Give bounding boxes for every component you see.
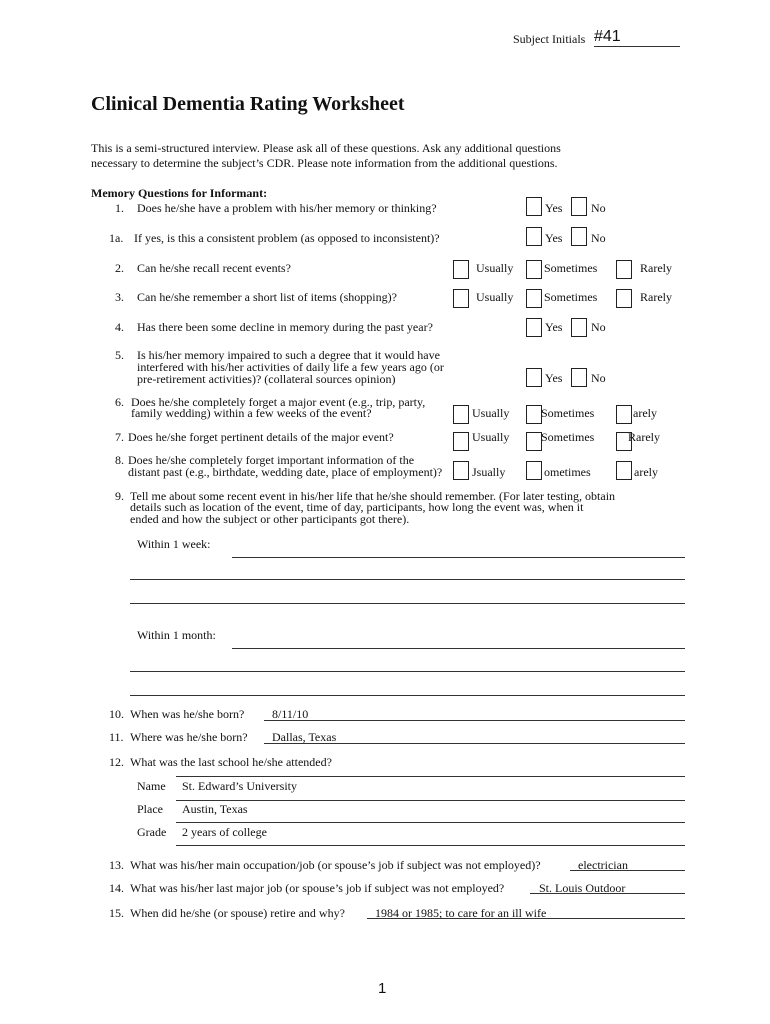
- q2-number: 2.: [115, 261, 124, 275]
- q2-rarely-label: Rarely: [640, 261, 672, 275]
- q8-line-2: distant past (e.g., birthdate, wedding date, place of employment)?: [128, 465, 443, 479]
- q7-sometimes-checkbox[interactable]: [526, 432, 542, 451]
- q3-usually-label: Usually: [476, 290, 514, 304]
- q3-text: Can he/she remember a short list of items (shopping)?: [137, 290, 397, 304]
- school-grade-label: Grade: [137, 825, 167, 839]
- q1a-yes-checkbox[interactable]: [526, 227, 542, 246]
- page-title: Clinical Dementia Rating Worksheet: [91, 93, 405, 115]
- school-place-line: [176, 822, 685, 823]
- q14-number: 14.: [109, 881, 124, 895]
- q4-number: 4.: [115, 320, 124, 334]
- q14-line: [530, 893, 685, 894]
- q13-answer[interactable]: electrician: [578, 858, 628, 872]
- school-place-label: Place: [137, 802, 163, 816]
- q1-no-checkbox[interactable]: [571, 197, 587, 216]
- q1a-text: If yes, is this a consistent problem (as opposed to inconsistent)?: [134, 231, 440, 245]
- q8-number: 8.: [115, 453, 124, 467]
- q10-text: When was he/she born?: [130, 707, 245, 721]
- q11-line: [264, 743, 685, 744]
- q3-sometimes-checkbox[interactable]: [526, 289, 542, 308]
- q6-sometimes-checkbox[interactable]: [526, 405, 542, 424]
- q3-number: 3.: [115, 290, 124, 304]
- q6-rarely-checkbox[interactable]: [616, 405, 632, 424]
- q3-usually-checkbox[interactable]: [453, 289, 469, 308]
- q6-usually-checkbox[interactable]: [453, 405, 469, 424]
- q6-line-1: Does he/she completely forget a major event (e.g., trip, party,: [131, 395, 426, 409]
- q2-rarely-checkbox[interactable]: [616, 260, 632, 279]
- q15-answer[interactable]: 1984 or 1985; to care for an ill wife: [375, 906, 547, 920]
- q5-line-3: pre-retirement activities)? (collateral sources opinion): [137, 372, 396, 386]
- q8-line-1: Does he/she completely forget important information of the: [128, 453, 415, 467]
- q1a-yes-label: Yes: [545, 231, 563, 245]
- q8-usually-checkbox[interactable]: [453, 461, 469, 480]
- q5-number: 5.: [115, 348, 124, 362]
- q6-sometimes-label: Sometimes: [541, 406, 595, 420]
- q6-rarely-label: arely: [633, 406, 657, 420]
- q2-text: Can he/she recall recent events?: [137, 261, 291, 275]
- q15-number: 15.: [109, 906, 124, 920]
- q6-number: 6.: [115, 395, 124, 409]
- q5-line-1: Is his/her memory impaired to such a degree that it would have: [137, 348, 440, 362]
- q5-line-2: interfered with his/her activities of daily life a few years ago (or: [137, 360, 444, 374]
- q6-line-2: family wedding) within a few weeks of the event?: [131, 406, 372, 420]
- q8-rarely-checkbox[interactable]: [616, 461, 632, 480]
- school-name-value[interactable]: St. Edward’s University: [182, 779, 297, 793]
- within-month-line-1[interactable]: [232, 648, 685, 649]
- q4-yes-checkbox[interactable]: [526, 318, 542, 337]
- q4-no-checkbox[interactable]: [571, 318, 587, 337]
- q7-sometimes-label: Sometimes: [541, 430, 595, 444]
- within-month-line-2[interactable]: [130, 671, 685, 672]
- q1-yes-label: Yes: [545, 201, 563, 215]
- q1-no-label: No: [591, 201, 606, 215]
- subject-initials-value[interactable]: #41: [594, 28, 621, 45]
- school-grade-value[interactable]: 2 years of college: [182, 825, 267, 839]
- q1a-no-checkbox[interactable]: [571, 227, 587, 246]
- q9-number: 9.: [115, 489, 124, 503]
- q13-line: [570, 870, 685, 871]
- q10-number: 10.: [109, 707, 124, 721]
- within-month-line-3[interactable]: [130, 695, 685, 696]
- q4-yes-label: Yes: [545, 320, 563, 334]
- subject-initials-line: [594, 46, 680, 47]
- q13-text: What was his/her main occupation/job (or spouse’s job if subject was not employed)?: [130, 858, 541, 872]
- q13-number: 13.: [109, 858, 124, 872]
- q2-usually-label: Usually: [476, 261, 514, 275]
- section-heading: Memory Questions for Informant:: [91, 186, 268, 200]
- q1-number: 1.: [115, 201, 124, 215]
- intro-line-1: This is a semi-structured interview. Please ask all of these questions. Ask any additional questions: [91, 141, 561, 155]
- q2-sometimes-checkbox[interactable]: [526, 260, 542, 279]
- school-place-value[interactable]: Austin, Texas: [182, 802, 248, 816]
- q9-line-3: ended and how the subject or other participants got there).: [130, 512, 410, 526]
- q11-number: 11.: [109, 730, 124, 744]
- q15-line: [367, 918, 685, 919]
- q2-sometimes-label: Sometimes: [544, 261, 598, 275]
- q9-line-2: details such as location of the event, time of day, participants, how long the event was, when it: [130, 500, 584, 514]
- q4-no-label: No: [591, 320, 606, 334]
- q11-answer[interactable]: Dallas, Texas: [272, 730, 337, 744]
- q5-yes-checkbox[interactable]: [526, 368, 542, 387]
- page-number: 1: [378, 980, 387, 997]
- q10-answer[interactable]: 8/11/10: [272, 707, 309, 721]
- q10-line: [264, 720, 685, 721]
- q8-sometimes-checkbox[interactable]: [526, 461, 542, 480]
- q1a-no-label: No: [591, 231, 606, 245]
- q11-text: Where was he/she born?: [130, 730, 248, 744]
- within-week-line-3[interactable]: [130, 603, 685, 604]
- q5-no-checkbox[interactable]: [571, 368, 587, 387]
- q6-usually-label: Usually: [472, 406, 510, 420]
- q1-text: Does he/she have a problem with his/her memory or thinking?: [137, 201, 437, 215]
- subject-initials-label: Subject Initials: [513, 32, 586, 46]
- school-name-label: Name: [137, 779, 166, 793]
- q4-text: Has there been some decline in memory during the past year?: [137, 320, 433, 334]
- school-name-line: [176, 800, 685, 801]
- q1-yes-checkbox[interactable]: [526, 197, 542, 216]
- q2-usually-checkbox[interactable]: [453, 260, 469, 279]
- q8-sometimes-label: ometimes: [544, 465, 591, 479]
- q7-usually-checkbox[interactable]: [453, 432, 469, 451]
- q7-usually-label: Usually: [472, 430, 510, 444]
- intro-line-2: necessary to determine the subject’s CDR. Please note information from the additional questions.: [91, 156, 558, 170]
- q7-text: Does he/she forget pertinent details of the major event?: [128, 430, 394, 444]
- q3-rarely-label: Rarely: [640, 290, 672, 304]
- q5-no-label: No: [591, 371, 606, 385]
- q7-number: 7.: [115, 430, 124, 444]
- within-week-label: Within 1 week:: [137, 537, 211, 551]
- q8-rarely-label: arely: [634, 465, 658, 479]
- q14-text: What was his/her last major job (or spouse’s job if subject was not employed?: [130, 881, 505, 895]
- q1a-number: 1a.: [109, 231, 124, 245]
- q12-text: What was the last school he/she attended?: [130, 755, 332, 769]
- school-top-line: [176, 776, 685, 777]
- within-week-line-1[interactable]: [232, 557, 685, 558]
- q7-rarely-label: Rarely: [628, 430, 660, 444]
- q8-usually-label: Jsually: [472, 465, 506, 479]
- within-week-line-2[interactable]: [130, 579, 685, 580]
- q14-answer[interactable]: St. Louis Outdoor: [539, 881, 626, 895]
- within-month-label: Within 1 month:: [137, 628, 216, 642]
- q15-text: When did he/she (or spouse) retire and why?: [130, 906, 345, 920]
- q9-line-1: Tell me about some recent event in his/her life that he/she should remember. (For later testing, obtain: [130, 489, 616, 503]
- q3-sometimes-label: Sometimes: [544, 290, 598, 304]
- q5-yes-label: Yes: [545, 371, 563, 385]
- q12-number: 12.: [109, 755, 124, 769]
- q3-rarely-checkbox[interactable]: [616, 289, 632, 308]
- school-grade-line: [176, 845, 685, 846]
